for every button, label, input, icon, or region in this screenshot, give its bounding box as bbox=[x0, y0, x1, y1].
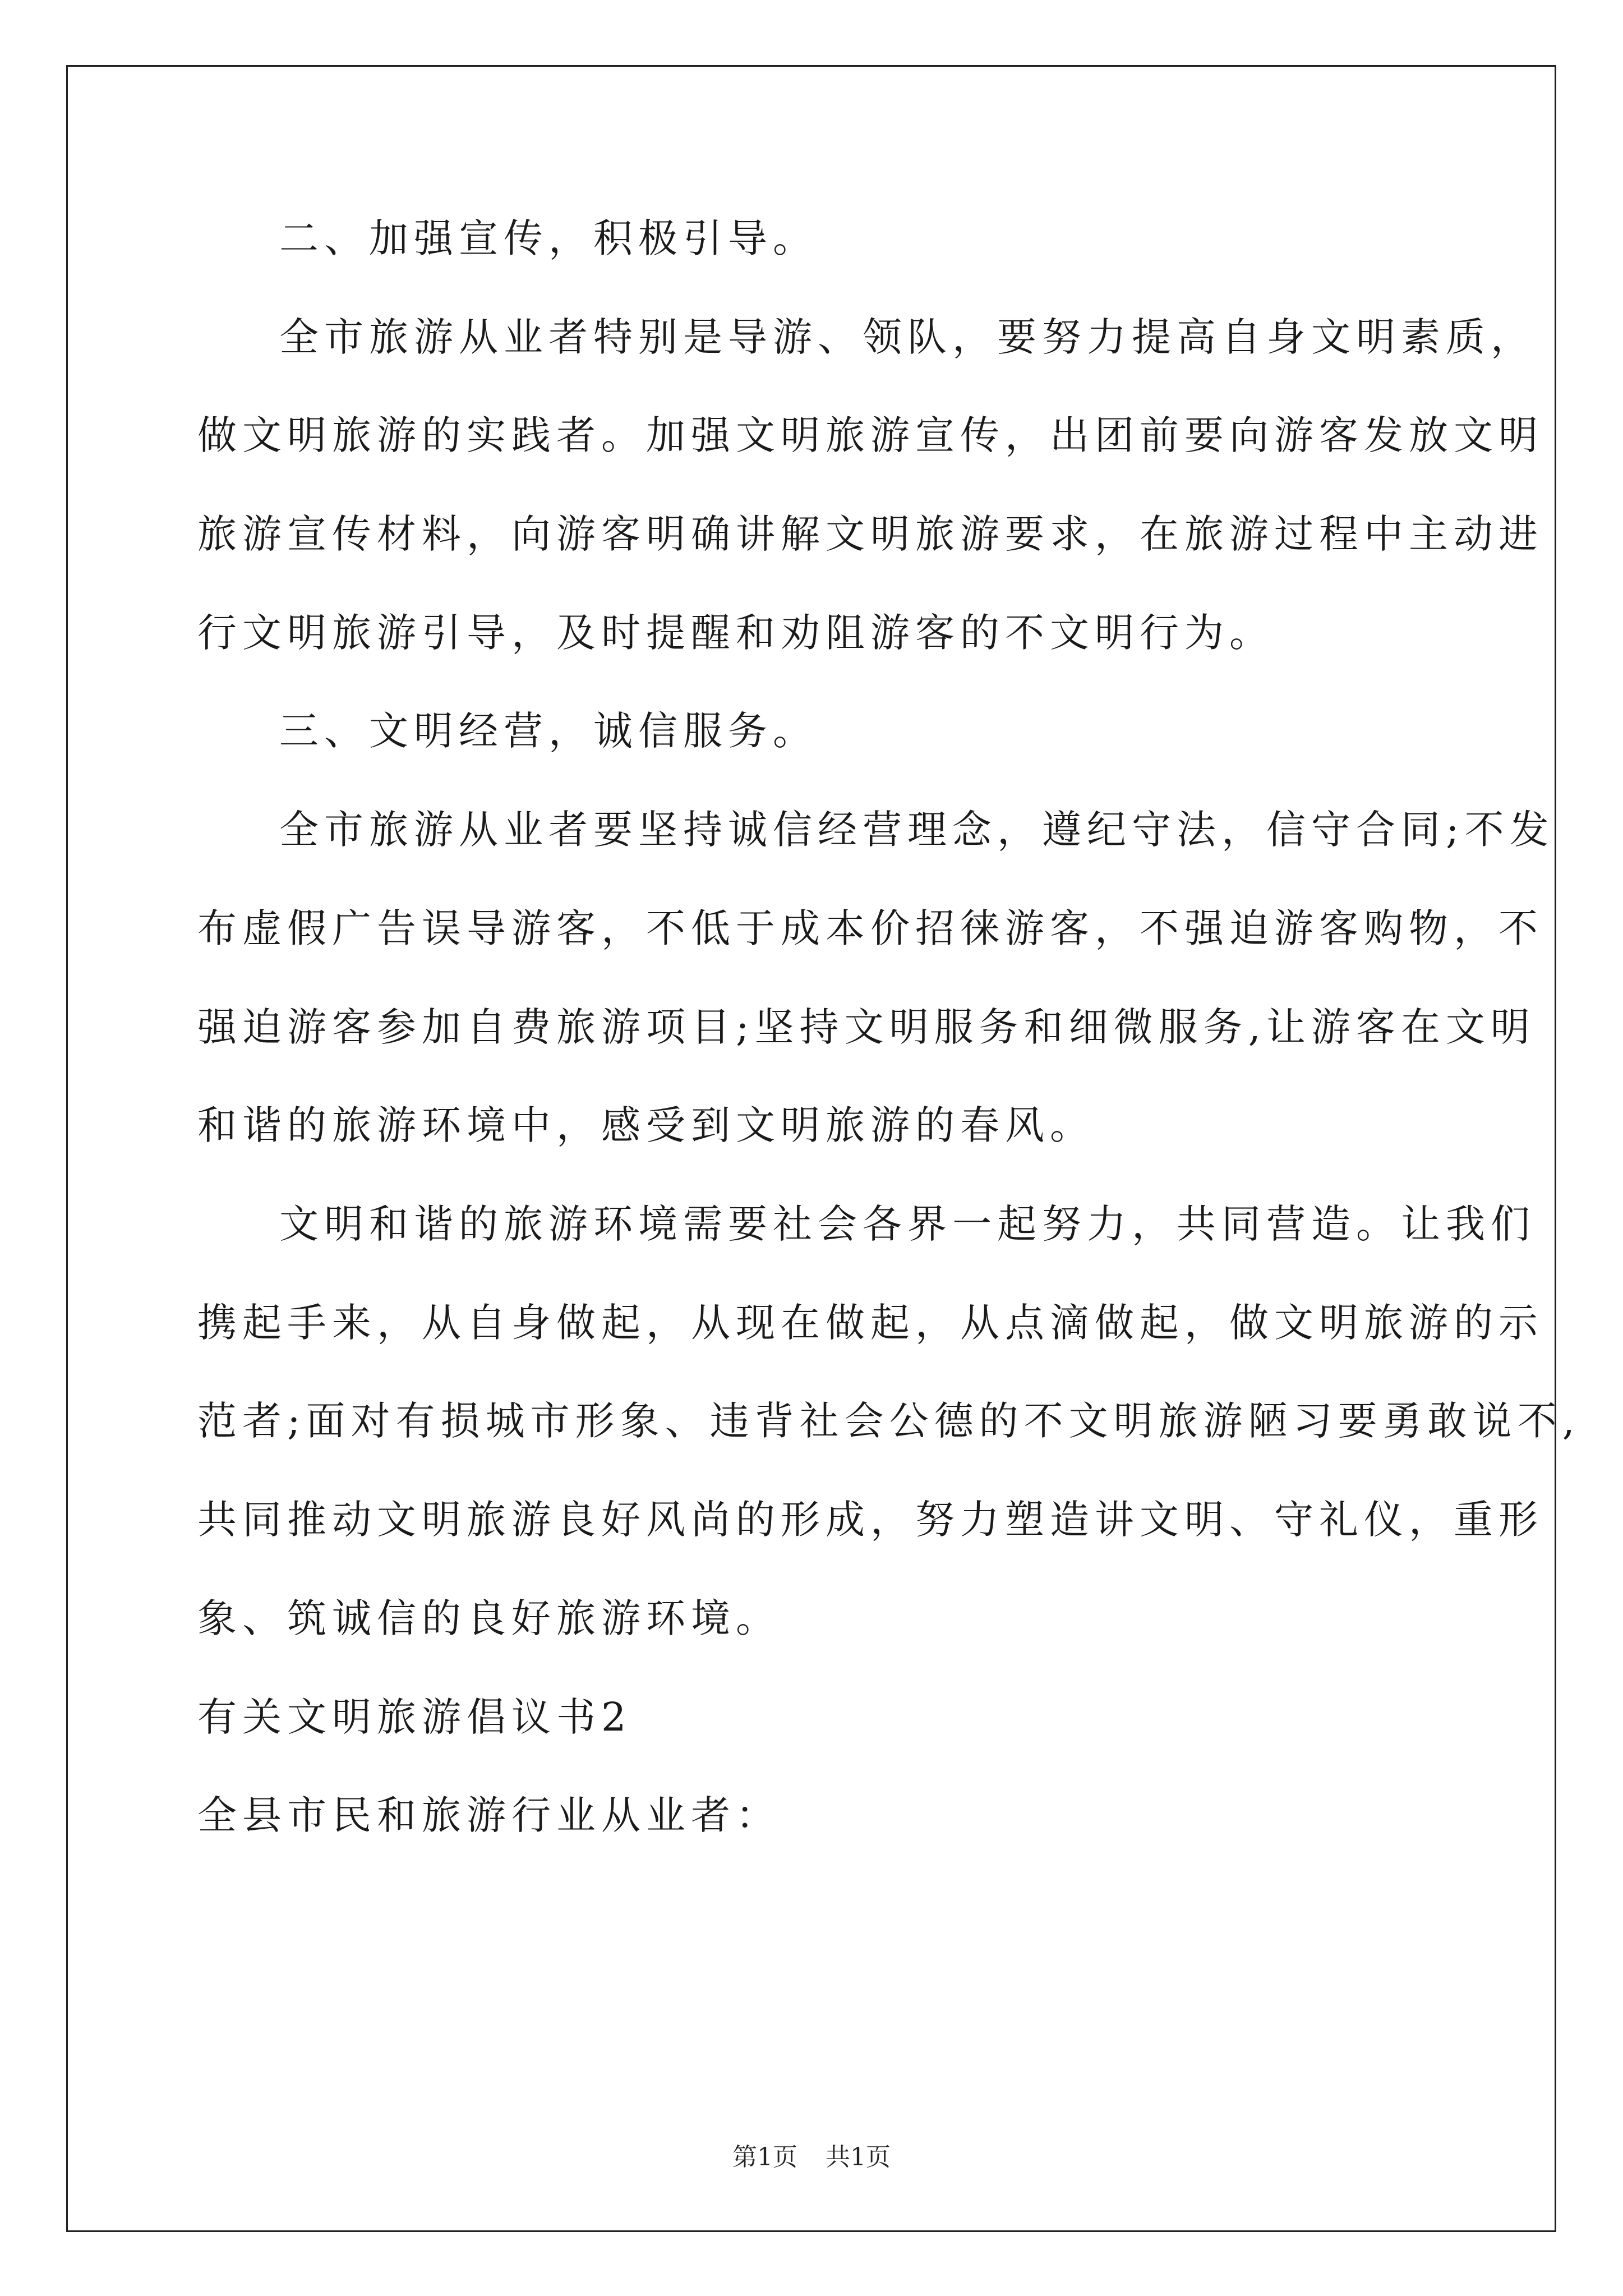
paragraph-line: 范者;面对有损城市形象、违背社会公德的不文明旅游陋习要勇敢说不, bbox=[197, 1398, 1580, 1444]
page-total: 共1页 bbox=[826, 2143, 891, 2171]
paragraph-line: 和谐的旅游环境中，感受到文明旅游的春风。 bbox=[197, 1102, 1095, 1148]
page-number: 第1页 bbox=[732, 2143, 797, 2171]
paragraph-line: 旅游宣传材料，向游客明确讲解文明旅游要求，在旅游过程中主动进 bbox=[197, 511, 1543, 557]
paragraph-line: 全市旅游从业者要坚持诚信经营理念，遵纪守法，信守合同;不发 bbox=[279, 807, 1555, 853]
salutation: 全县市民和旅游行业从业者： bbox=[197, 1792, 781, 1838]
paragraph-line: 强迫游客参加自费旅游项目;坚持文明服务和细微服务,让游客在文明 bbox=[197, 1004, 1536, 1050]
paragraph-line: 全市旅游从业者特别是导游、领队，要努力提高自身文明素质， bbox=[279, 314, 1536, 360]
document-title: 有关文明旅游倡议书2 bbox=[197, 1694, 632, 1740]
paragraph-line: 行文明旅游引导，及时提醒和劝阻游客的不文明行为。 bbox=[197, 610, 1274, 656]
paragraph-line: 布虚假广告误导游客，不低于成本价招徕游客，不强迫游客购物，不 bbox=[197, 905, 1543, 951]
paragraph-line: 共同推动文明旅游良好风尚的形成，努力塑造讲文明、守礼仪，重形 bbox=[197, 1497, 1543, 1543]
paragraph-line: 文明和谐的旅游环境需要社会各界一起努力，共同营造。让我们 bbox=[279, 1201, 1536, 1247]
page-footer bbox=[0, 2142, 1623, 2173]
paragraph-line: 做文明旅游的实践者。加强文明旅游宣传，出团前要向游客发放文明 bbox=[197, 412, 1543, 458]
paragraph-line: 携起手来，从自身做起，从现在做起，从点滴做起，做文明旅游的示 bbox=[197, 1300, 1543, 1346]
paragraph-line: 象、筑诚信的良好旅游环境。 bbox=[197, 1595, 781, 1641]
section-heading: 三、文明经营，诚信服务。 bbox=[279, 708, 818, 754]
section-heading: 二、加强宣传，积极引导。 bbox=[279, 215, 818, 261]
